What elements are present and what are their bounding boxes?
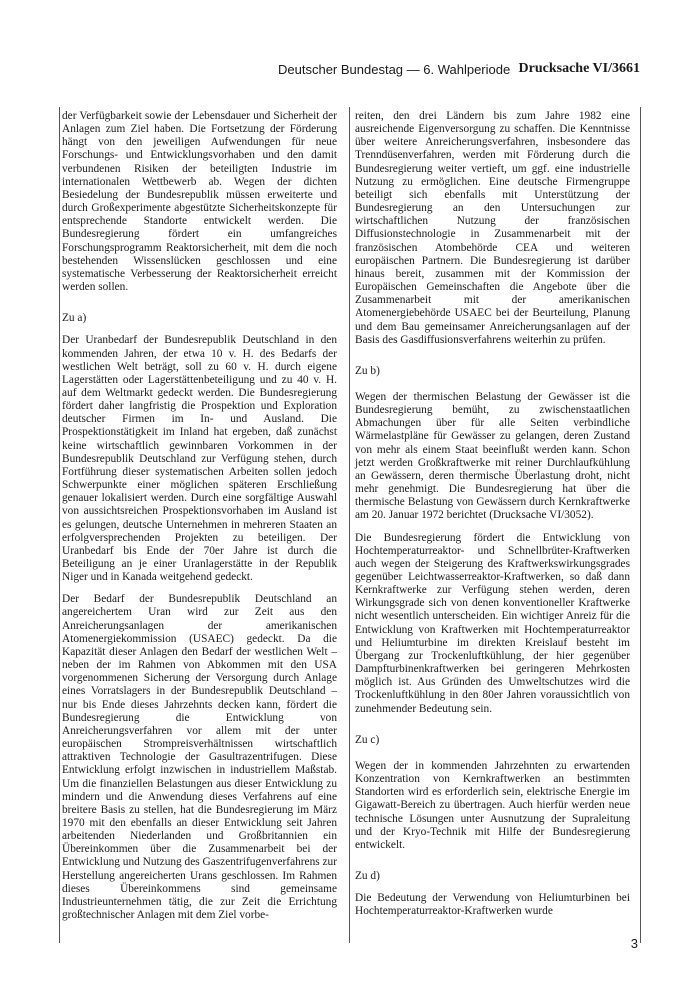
publication-title: Deutscher Bundestag — 6. Wahlperiode <box>278 62 511 77</box>
right-column <box>355 110 630 918</box>
paragraph-helium-turbines: Die Bedeutung der Verwendung von Heliumturbinen bei Hochtemperaturreaktor-Kraftwerken wurde <box>355 892 630 918</box>
paragraph-high-temperature-reactors: Die Bundesregierung fördert die Entwicklung von Hochtemperaturreaktor- und Schnellbrüter-Kraftwerken auch wegen der Steigerung des Kraftwerkswirkungsgrades gegenüber Leichtwasserreaktor-Kraftwerken, so daß dann Kernkraftwerke zur Verfügung stehen werden, deren Wirkungsgrade sich von denen konventioneller Kraftwerke nicht wesentlich unterscheiden. Ein wichtiger Anreiz für die Entwicklung von Kraftwerken mit Hochtemperaturreaktor und Heliumturbine im direkten Kreislauf besteht im Übergang zur Trockenluftkühlung, der hier gegenüber Dampfturbinenkraftwerken bei geringeren Mehrkosten möglich ist. Aus Gründen des Umweltschutzes wird die Trockenluftkühlung in den 80er Jahren voraussichtlich von zunehmender Bedeutung sein. <box>355 531 630 715</box>
paragraph-reactor-safety: der Verfügbarkeit sowie der Lebensdauer und Sicherheit der Anlagen zum Ziel haben. Die Fortsetzung der Förderung hängt von den jeweiligen Aufwendungen für neue Forschungs- und Entwicklungsvorhaben und den damit verbundenen Risiken der beteiligten Industrie im internationalen Wettbewerb ab. Wegen der dichten Besiedelung der Bundesrepublik müssen erweiterte und durch Großexperimente abgestützte Sicherheitskonzepte für entsprechende Standorte entwickelt werden. Die Bundesregierung fördert ein umfangreiches Forschungsprogramm Reaktorsicherheit, mit dem die noch bestehenden Wissenslücken geschlossen und eine systematische Verbesserung der Reaktorsicherheit erreicht werden sollen. <box>62 110 337 294</box>
page-header <box>60 62 640 82</box>
paragraph-uranium-demand: Der Uranbedarf der Bundesrepublik Deutschland in den kommenden Jahren, der etwa 10 v. H. des Bedarfs der westlichen Welt beträgt, soll zu 60 v. H. durch eigene Lagerstätten oder Lagerstättenbeteiligung und zu 40 v. H. auf dem Weltmarkt gedeckt werden. Die Bundesregierung fördert daher langfristig die Prospektion und Exploration deutscher Firmen im In- und Ausland. Die Prospektionstätigkeit im Inland hat ergeben, daß zunächst keine wirtschaftlich gewinnbaren Vorkommen in der Bundesrepublik Deutschland zur Verfügung stehen, durch Fortführung dieser systematischen Arbeiten sollen jedoch Schwerpunkte einer möglichen späteren Erschließung genauer lokalisiert werden. Durch eine sorgfältige Auswahl von aussichtsreichen Prospektionsvorhaben im Ausland ist es gelungen, deutsche Unternehmen in mehreren Staaten an erfolgversprechenden Projekten zu beteiligen. Der Uranbedarf bis Ende der 70er Jahre ist durch die Beteiligung an je einer Uranlagerstätte in der Republik Niger und in Kanada weitgehend gedeckt. <box>62 334 337 584</box>
paragraph-enrichment-methods: reiten, den drei Ländern bis zum Jahre 1982 eine ausreichende Eigenversorgung zu schaffen. Die Kenntnisse über weitere Anreicherungsverfahren, insbesondere das Trenndüsenverfahren, werden mit Förderung durch die Bundesregierung weiter vertieft, um ggf. eine industrielle Nutzung zu ermöglichen. Eine deutsche Firmengruppe beteiligt sich ebenfalls mit Unterstützung der Bundesregierung an den Untersuchungen zur wirtschaftlichen Nutzung der französischen Diffusionstechnologie in Zusammenarbeit mit der französischen Atombehörde CEA und weiteren europäischen Partnern. Die Bundesregierung ist darüber hinaus bereit, zusammen mit der Kommission der Europäischen Gemeinschaften die Angebote über die Zusammenarbeit mit der amerikanischen Atomenergiebehörde USAEC bei der Beurteilung, Planung und dem Bau gemeinsamer Anreicherungsanlagen auf der Basis des Gasdiffusionsverfahrens weiterhin zu prüfen. <box>355 110 630 346</box>
section-label-b: Zu b) <box>355 364 380 377</box>
page-number: 3 <box>630 936 638 951</box>
left-column <box>62 110 337 922</box>
column-rule-right <box>640 107 641 943</box>
section-label-d: Zu d) <box>355 869 380 882</box>
column-rule-left <box>59 107 60 943</box>
document-number: Drucksache VI/3661 <box>518 61 640 76</box>
column-rule-center <box>349 107 350 943</box>
paragraph-power-transmission: Wegen der in kommenden Jahrzehnten zu erwartenden Konzentration von Kernkraftwerken an bestimmten Standorten wird es erforderlich sein, elektrische Energie im Gigawatt-Bereich zu übertragen. Auch hierfür werden neue technische Lösungen unter Ausnutzung der Supraleitung und der Kryo-Technik mit Hilfe der Bundesregierung entwickelt. <box>355 759 630 851</box>
section-label-c: Zu c) <box>355 733 380 746</box>
section-label-a: Zu a) <box>62 312 87 325</box>
paragraph-enriched-uranium: Der Bedarf der Bundesrepublik Deutschland an angereichertem Uran wird zur Zeit aus den Anreicherungsanlagen der amerikanischen Atomenergiekommission (USAEC) gedeckt. Da die Kapazität dieser Anlagen den Bedarf der westlichen Welt – neben der im Rahmen von Abkommen mit den USA vorgenommenen Sicherung der Versorgung durch Anlage eines Vorratslagers in der Bundesrepublik Deutschland – nur bis Ende dieses Jahrzehnts decken kann, fördert die Bundesregierung die Entwicklung von Anreicherungsverfahren vor allem mit der unter europäischen Strompreisverhältnissen wirtschaftlich attraktiven Technologie der Gasultrazentrifugen. Diese Entwicklung erfolgt inzwischen in industriellem Maßstab. Um die finanziellen Belastungen aus dieser Entwicklung zu mindern und die Anwendung dieses Verfahrens auf eine breitere Basis zu stellen, hat die Bundesregierung im März 1970 mit den ebenfalls an dieser Entwicklung seit Jahren arbeitenden Niederlanden und Großbritannien ein Übereinkommen über die Zusammenarbeit bei der Entwicklung und Nutzung des Gaszentrifugenverfahrens zur Herstellung angereicherten Urans geschlossen. Im Rahmen dieses Übereinkommens sind gemeinsame Industrieunternehmen tätig, die zur Zeit die Errichtung großtechnischer Anlagen mit dem Ziel vorbe- <box>62 593 337 922</box>
paragraph-thermal-load: Wegen der thermischen Belastung der Gewässer ist die Bundesregierung bemüht, zu zwischenstaatlichen Abmachungen über für alle Seiten verbindliche Wärmelastpläne für Gewässer zu gelangen, deren Zustand von mehr als einem Staat beeinflußt werden kann. Schon jetzt werden Großkraftwerke mit reiner Durchlaufkühlung an Gewässern, deren thermische Überlastung droht, nicht mehr genehmigt. Die Bundesregierung hat über die thermische Belastung von Gewässern durch Kernkraftwerke am 20. Januar 1972 berichtet (Drucksache VI/3052). <box>355 390 630 522</box>
